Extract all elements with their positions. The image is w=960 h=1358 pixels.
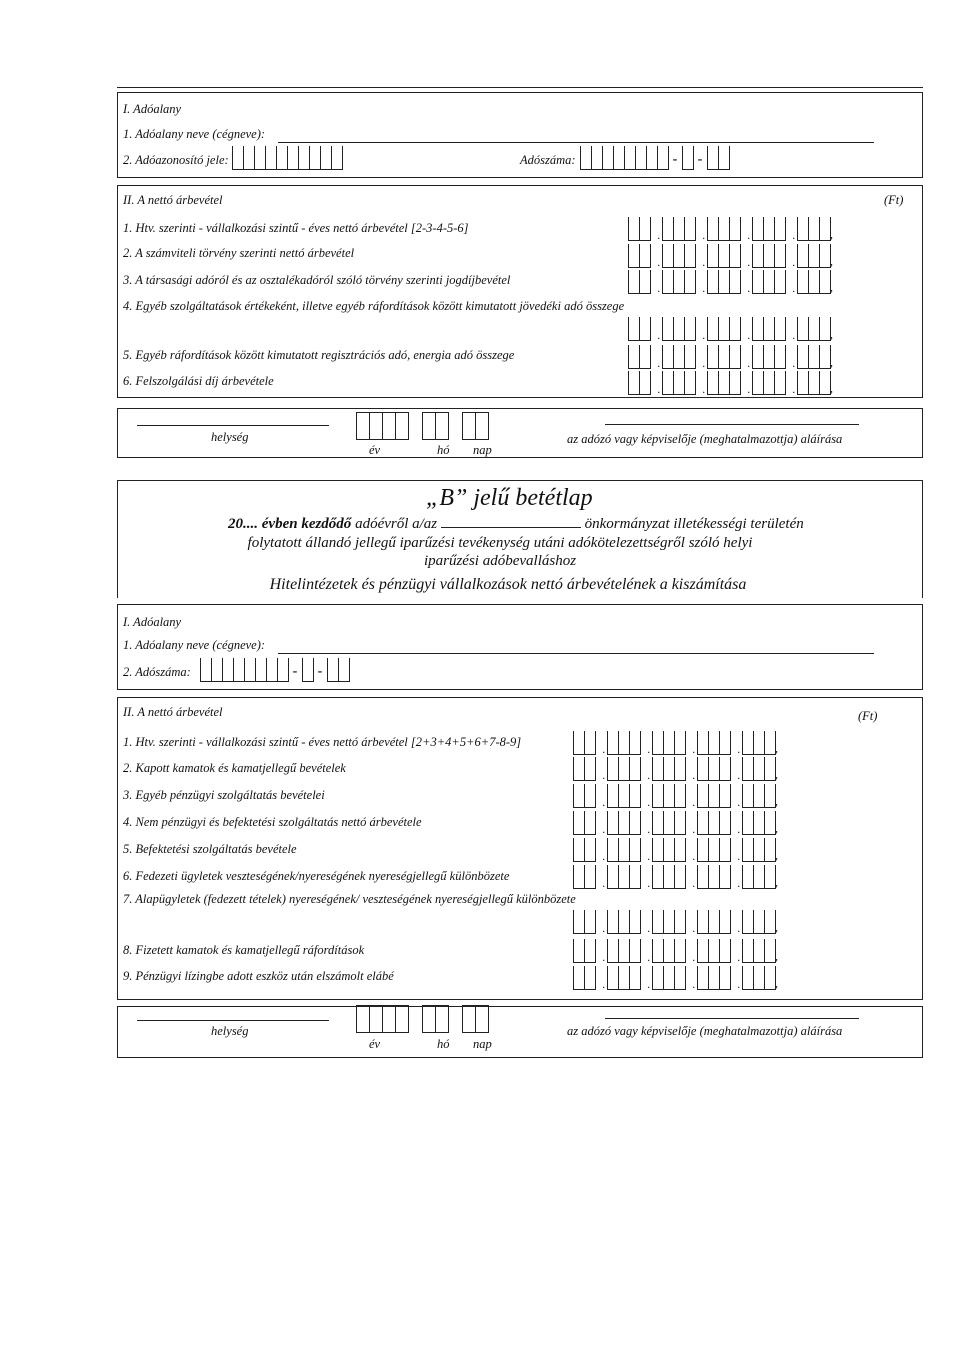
taxid-label: 2. Adóazonosító jele: — [123, 153, 229, 167]
row-b8-label: 8. Fizetett kamatok és kamatjellegű ráfordítások — [123, 943, 365, 957]
separator-dot: . — [692, 977, 696, 991]
separator-dot: . — [792, 255, 796, 269]
subtitle-line1 — [228, 516, 804, 533]
separator-dot: . — [692, 921, 696, 935]
digit-cell[interactable] — [629, 731, 641, 755]
top-rule — [117, 87, 923, 88]
separator-dot: . — [647, 742, 651, 756]
row-b7-amount[interactable] — [573, 906, 783, 934]
row-a5-amount[interactable] — [628, 341, 838, 369]
digit-cell[interactable] — [422, 1005, 436, 1033]
separator-dot: . — [747, 356, 751, 370]
digit-cell[interactable] — [639, 217, 651, 241]
digit-cell[interactable] — [719, 731, 731, 755]
separator-dot: . — [692, 950, 696, 964]
digit-cell[interactable] — [774, 270, 786, 294]
separator-dot: . — [747, 382, 751, 396]
section-a2-title: II. A nettó árbevétel — [123, 193, 223, 207]
separator-dot: . — [702, 255, 706, 269]
digit-cell[interactable] — [674, 838, 686, 862]
digit-cell[interactable] — [382, 1005, 396, 1033]
digit-cell[interactable] — [674, 757, 686, 781]
separator-dot: . — [792, 281, 796, 295]
separator-comma: , — [830, 327, 833, 341]
separator-comma: , — [830, 280, 833, 294]
subtitle-line3: iparűzési adóbevalláshoz — [423, 553, 577, 569]
row-a6-amount[interactable] — [628, 367, 838, 395]
digit-cell[interactable] — [674, 939, 686, 963]
digit-cell[interactable] — [639, 244, 651, 268]
form-b-top-rule — [117, 480, 923, 481]
separator-comma: , — [775, 794, 778, 808]
row-b1-label: 1. Htv. szerinti - vállalkozási szintű - éves nettó árbevétel [2+3+4+5+6+7-8-9] — [123, 735, 522, 749]
digit-cell[interactable] — [584, 731, 596, 755]
section-b2-title: II. A nettó árbevétel — [123, 705, 223, 719]
digit-cell[interactable] — [629, 865, 641, 889]
separator-dot: . — [792, 328, 796, 342]
separator-dot: . — [792, 382, 796, 396]
municipality-field[interactable] — [441, 527, 581, 528]
digit-cell[interactable] — [774, 371, 786, 395]
digit-cell[interactable] — [684, 270, 696, 294]
separator-dash: - — [317, 664, 323, 679]
separator-dot: . — [602, 822, 606, 836]
form-b-heading: Hitelintézetek és pénzügyi vállalkozások nettó árbevételének a kiszámítása — [269, 576, 747, 593]
form-b-title: „B” jelű betétlap — [426, 485, 593, 511]
row-a3-label: 3. A társasági adóról és az osztalékadóról szóló törvény szerinti jogdíjbevétel — [123, 273, 511, 287]
digit-cell[interactable] — [774, 217, 786, 241]
digit-cell[interactable] — [422, 412, 436, 440]
digit-cell[interactable] — [674, 811, 686, 835]
separator-dot: . — [747, 228, 751, 242]
digit-cell[interactable] — [584, 966, 596, 990]
row-b1-amount[interactable] — [573, 727, 783, 755]
separator-dot: . — [602, 977, 606, 991]
digit-cell[interactable] — [684, 217, 696, 241]
separator-dot: . — [702, 382, 706, 396]
digit-cell[interactable] — [584, 865, 596, 889]
row-a1-amount[interactable] — [628, 213, 838, 241]
separator-dot: . — [737, 921, 741, 935]
row-b8-amount[interactable] — [573, 935, 783, 963]
row-b6-amount[interactable] — [573, 861, 783, 889]
digit-cell[interactable] — [584, 811, 596, 835]
digit-cell[interactable] — [719, 784, 731, 808]
separator-dot: . — [657, 228, 661, 242]
separator-dot: . — [692, 795, 696, 809]
separator-dot: . — [692, 876, 696, 890]
digit-cell[interactable] — [684, 317, 696, 341]
separator-dot: . — [602, 795, 606, 809]
row-b4-amount[interactable] — [573, 807, 783, 835]
signature-field-b[interactable] — [605, 1018, 859, 1019]
digit-cell[interactable] — [338, 658, 350, 682]
digit-cell[interactable] — [584, 838, 596, 862]
year-label-b: év — [369, 1037, 381, 1051]
digit-cell[interactable] — [369, 412, 383, 440]
digit-cell[interactable] — [729, 244, 741, 268]
separator-comma: , — [775, 821, 778, 835]
date-cells-a[interactable] — [356, 410, 488, 440]
digit-cell[interactable] — [629, 784, 641, 808]
digit-cell[interactable] — [584, 939, 596, 963]
separator-dot: . — [747, 255, 751, 269]
year-label-a: év — [369, 443, 381, 457]
digit-cell[interactable] — [719, 811, 731, 835]
separator-comma: , — [775, 848, 778, 862]
day-label-a: nap — [473, 443, 492, 457]
digit-cell[interactable] — [684, 244, 696, 268]
place-field-a[interactable] — [137, 425, 329, 426]
row-a2-amount[interactable] — [628, 240, 838, 268]
separator-comma: , — [775, 875, 778, 889]
separator-comma: , — [775, 920, 778, 934]
digit-cell[interactable] — [719, 939, 731, 963]
name-label: 1. Adóalany neve (cégneve): — [123, 127, 266, 141]
separator-dot: . — [737, 950, 741, 964]
row-b4-label: 4. Nem pénzügyi és befektetési szolgáltatás nettó árbevétele — [123, 815, 422, 829]
subtitle-end: önkormányzat illetékességi területén — [584, 516, 804, 532]
separator-comma: , — [775, 976, 778, 990]
separator-dash: - — [697, 152, 703, 167]
separator-dot: . — [702, 228, 706, 242]
digit-cell[interactable] — [462, 1005, 476, 1033]
digit-cell[interactable] — [718, 146, 730, 170]
digit-cell[interactable] — [331, 146, 343, 170]
separator-dot: . — [647, 977, 651, 991]
separator-dot: . — [647, 822, 651, 836]
separator-dash: - — [672, 152, 678, 167]
row-b9-amount[interactable] — [573, 962, 783, 990]
digit-cell[interactable] — [356, 1005, 370, 1033]
digit-cell[interactable] — [719, 910, 731, 934]
separator-dot: . — [737, 849, 741, 863]
taxnum-label-b: 2. Adószáma: — [123, 665, 191, 679]
digit-cell[interactable] — [674, 731, 686, 755]
row-a4-label: 4. Egyéb szolgáltatások értékeként, illetve egyéb ráfordítások között kimutatott jövedéki adó összege — [123, 299, 625, 313]
digit-cell[interactable] — [674, 784, 686, 808]
digit-cell[interactable] — [435, 412, 449, 440]
digit-cell[interactable] — [629, 838, 641, 862]
subtitle-mid: adóévről a/az — [355, 516, 438, 532]
digit-cell[interactable] — [356, 412, 370, 440]
separator-dot: . — [602, 950, 606, 964]
digit-cell[interactable] — [719, 757, 731, 781]
separator-dot: . — [657, 281, 661, 295]
separator-dot: . — [657, 356, 661, 370]
currency-label-b: (Ft) — [858, 709, 878, 723]
taxnum-label: Adószáma: — [520, 153, 576, 167]
row-b3-amount[interactable] — [573, 780, 783, 808]
separator-dot: . — [737, 822, 741, 836]
section-a1-title: I. Adóalany — [123, 102, 182, 116]
signature-label-b: az adózó vagy képviselője (meghatalmazottja) aláírása — [567, 1024, 843, 1038]
digit-cell[interactable] — [639, 317, 651, 341]
separator-comma: , — [775, 949, 778, 963]
digit-cell[interactable] — [774, 345, 786, 369]
taxid-cells[interactable] — [232, 142, 342, 170]
separator-dot: . — [647, 876, 651, 890]
separator-dot: . — [737, 742, 741, 756]
place-label-a: helység — [211, 430, 249, 444]
name-label-b: 1. Adóalany neve (cégneve): — [123, 638, 266, 652]
row-a2-label: 2. A számviteli törvény szerinti nettó árbevétel — [123, 246, 355, 260]
digit-cell[interactable] — [719, 865, 731, 889]
row-a4-amount[interactable] — [628, 313, 838, 341]
digit-cell[interactable] — [639, 371, 651, 395]
separator-comma: , — [775, 767, 778, 781]
separator-dot: . — [647, 795, 651, 809]
date-cells-b[interactable] — [356, 1003, 488, 1033]
separator-dot: . — [692, 768, 696, 782]
subtitle-year: 20.... évben kezdődő — [228, 516, 352, 532]
separator-dot: . — [647, 921, 651, 935]
separator-comma: , — [830, 254, 833, 268]
separator-dot: . — [692, 742, 696, 756]
separator-dot: . — [647, 950, 651, 964]
row-b2-label: 2. Kapott kamatok és kamatjellegű bevételek — [123, 761, 346, 775]
digit-cell[interactable] — [729, 345, 741, 369]
day-label-b: nap — [473, 1037, 492, 1051]
row-a1-label: 1. Htv. szerinti - vállalkozási szintű - éves nettó árbevétel [2-3-4-5-6] — [123, 221, 469, 235]
digit-cell[interactable] — [674, 865, 686, 889]
digit-cell[interactable] — [629, 811, 641, 835]
row-b2-amount[interactable] — [573, 753, 783, 781]
section-b1-title: I. Adóalany — [123, 615, 182, 629]
digit-cell[interactable] — [639, 345, 651, 369]
digit-cell[interactable] — [584, 910, 596, 934]
digit-cell[interactable] — [674, 966, 686, 990]
taxnum-cells[interactable] — [580, 142, 729, 170]
separator-dot: . — [737, 876, 741, 890]
separator-comma: , — [830, 227, 833, 241]
separator-comma: , — [775, 741, 778, 755]
separator-dot: . — [747, 281, 751, 295]
digit-cell[interactable] — [629, 939, 641, 963]
taxnum-cells-b[interactable] — [200, 654, 349, 682]
digit-cell[interactable] — [629, 966, 641, 990]
digit-cell[interactable] — [584, 784, 596, 808]
digit-cell[interactable] — [369, 1005, 383, 1033]
digit-cell[interactable] — [729, 217, 741, 241]
digit-cell[interactable] — [584, 757, 596, 781]
row-b3-label: 3. Egyéb pénzügyi szolgáltatás bevételei — [123, 788, 325, 802]
separator-dot: . — [747, 328, 751, 342]
name-field-b[interactable] — [278, 653, 874, 654]
month-label-b: hó — [437, 1037, 450, 1051]
separator-dot: . — [657, 382, 661, 396]
separator-dot: . — [792, 228, 796, 242]
digit-cell[interactable] — [382, 412, 396, 440]
digit-cell[interactable] — [684, 371, 696, 395]
separator-dot: . — [702, 281, 706, 295]
separator-dot: . — [737, 795, 741, 809]
digit-cell[interactable] — [475, 412, 489, 440]
separator-dot: . — [602, 768, 606, 782]
digit-cell[interactable] — [684, 345, 696, 369]
digit-cell[interactable] — [435, 1005, 449, 1033]
digit-cell[interactable] — [719, 838, 731, 862]
separator-comma: , — [830, 381, 833, 395]
digit-cell[interactable] — [462, 412, 476, 440]
name-field[interactable] — [278, 142, 874, 143]
separator-dot: . — [737, 977, 741, 991]
digit-cell[interactable] — [729, 270, 741, 294]
separator-dot: . — [657, 328, 661, 342]
digit-cell[interactable] — [475, 1005, 489, 1033]
place-field-b[interactable] — [137, 1020, 329, 1021]
currency-label: (Ft) — [884, 193, 904, 207]
separator-dot: . — [602, 849, 606, 863]
row-a5-label: 5. Egyéb ráfordítások között kimutatott regisztrációs adó, energia adó összege — [123, 348, 515, 362]
digit-cell[interactable] — [629, 757, 641, 781]
separator-dot: . — [602, 876, 606, 890]
month-label-a: hó — [437, 443, 450, 457]
separator-dot: . — [792, 356, 796, 370]
signature-label-a: az adózó vagy képviselője (meghatalmazottja) aláírása — [567, 432, 843, 446]
separator-dot: . — [647, 768, 651, 782]
digit-cell[interactable] — [395, 412, 409, 440]
digit-cell[interactable] — [729, 317, 741, 341]
separator-dot: . — [647, 849, 651, 863]
digit-cell[interactable] — [674, 910, 686, 934]
digit-cell[interactable] — [774, 317, 786, 341]
digit-cell[interactable] — [629, 910, 641, 934]
row-b9-label: 9. Pénzügyi lízingbe adott eszköz után elszámolt elábé — [123, 969, 394, 983]
separator-comma: , — [830, 355, 833, 369]
digit-cell[interactable] — [774, 244, 786, 268]
subtitle-line2: folytatott állandó jellegű iparűzési tevékenység utáni adókötelezettségről szóló helyi — [247, 535, 753, 551]
row-b5-amount[interactable] — [573, 834, 783, 862]
separator-dot: . — [602, 921, 606, 935]
row-a6-label: 6. Felszolgálási díj árbevétele — [123, 374, 274, 388]
signature-field-a[interactable] — [605, 424, 859, 425]
digit-cell[interactable] — [719, 966, 731, 990]
row-b5-label: 5. Befektetési szolgáltatás bevétele — [123, 842, 297, 856]
digit-cell[interactable] — [639, 270, 651, 294]
separator-dot: . — [702, 356, 706, 370]
row-b6-label: 6. Fedezeti ügyletek veszteségének/nyereségének nyereségjellegű különbözete — [123, 869, 510, 883]
separator-dot: . — [692, 849, 696, 863]
digit-cell[interactable] — [729, 371, 741, 395]
separator-dot: . — [737, 768, 741, 782]
row-a3-amount[interactable] — [628, 266, 838, 294]
separator-dash: - — [292, 664, 298, 679]
separator-dot: . — [657, 255, 661, 269]
separator-dot: . — [692, 822, 696, 836]
separator-dot: . — [602, 742, 606, 756]
separator-dot: . — [702, 328, 706, 342]
place-label-b: helység — [211, 1024, 249, 1038]
digit-cell[interactable] — [395, 1005, 409, 1033]
row-b7-label: 7. Alapügyletek (fedezett tételek) nyereségének/ veszteségének nyereségjellegű különbözete — [123, 892, 576, 906]
